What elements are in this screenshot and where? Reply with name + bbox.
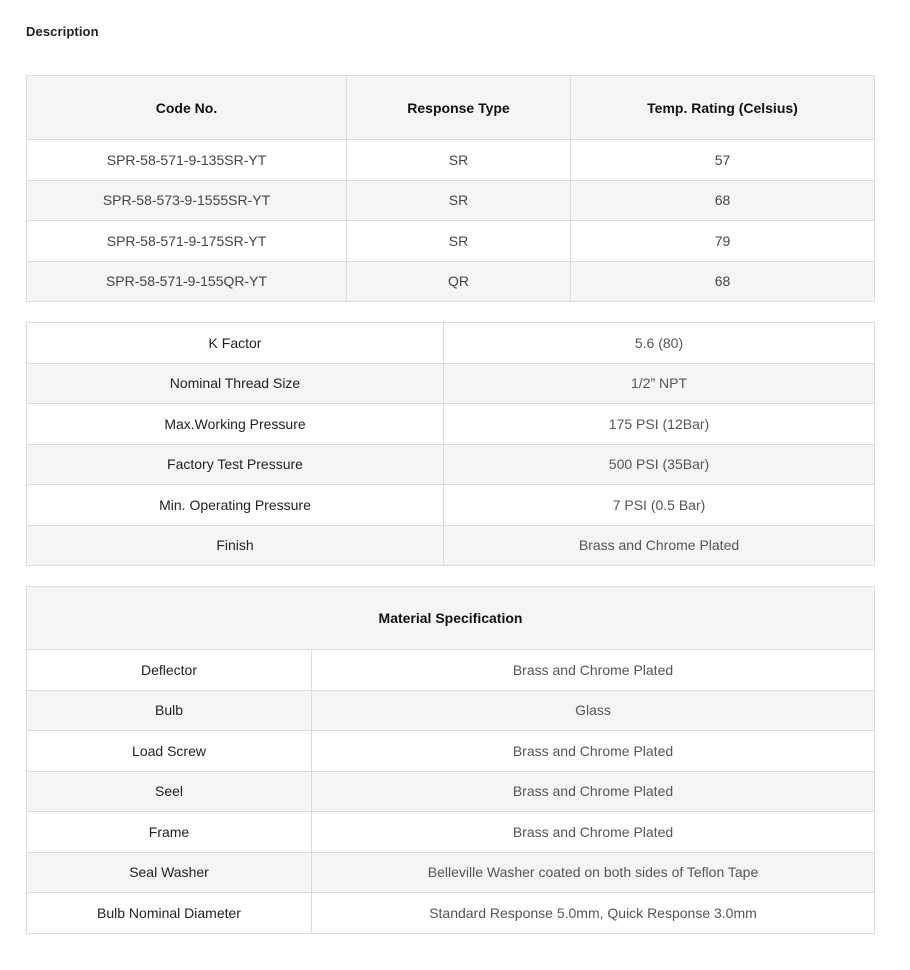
temp-rating-cell: 68 (571, 180, 875, 221)
material-label: Frame (27, 812, 312, 853)
code-cell: SPR-58-571-9-135SR-YT (27, 140, 347, 181)
code-cell: SPR-58-571-9-155QR-YT (27, 261, 347, 302)
table-row (27, 221, 875, 262)
table-header-row (27, 587, 875, 650)
material-label: Load Screw (27, 731, 312, 772)
header-code-no: Code No. (27, 76, 347, 140)
table-row (27, 650, 875, 691)
description-title: Description (26, 24, 99, 39)
spec-label: Finish (27, 525, 444, 566)
temp-rating-cell: 68 (571, 261, 875, 302)
table-row (27, 485, 875, 526)
spec-value: Brass and Chrome Plated (444, 525, 875, 566)
specs-table (26, 322, 875, 566)
table-row (27, 444, 875, 485)
response-type-cell: QR (347, 261, 571, 302)
table-row (27, 852, 875, 893)
table-row (27, 323, 875, 364)
table-row (27, 261, 875, 302)
spec-value: 500 PSI (35Bar) (444, 444, 875, 485)
response-type-cell: SR (347, 221, 571, 262)
code-table (26, 75, 875, 302)
spec-value: 1/2” NPT (444, 363, 875, 404)
material-label: Seel (27, 771, 312, 812)
spec-label: K Factor (27, 323, 444, 364)
table-row (27, 140, 875, 181)
response-type-cell: SR (347, 180, 571, 221)
spec-label: Factory Test Pressure (27, 444, 444, 485)
table-row (27, 180, 875, 221)
material-spec-title: Material Specification (27, 587, 875, 650)
material-table (26, 586, 875, 934)
material-value: Standard Response 5.0mm, Quick Response 3.0mm (312, 893, 875, 934)
table-row (27, 893, 875, 934)
header-temp-rating: Temp. Rating (Celsius) (571, 76, 875, 140)
material-value: Brass and Chrome Plated (312, 650, 875, 691)
spec-label: Nominal Thread Size (27, 363, 444, 404)
table-row (27, 363, 875, 404)
code-cell: SPR-58-573-9-1555SR-YT (27, 180, 347, 221)
table-row (27, 731, 875, 772)
response-type-cell: SR (347, 140, 571, 181)
spec-value: 7 PSI (0.5 Bar) (444, 485, 875, 526)
table-header-row (27, 76, 875, 140)
material-label: Deflector (27, 650, 312, 691)
material-value: Brass and Chrome Plated (312, 731, 875, 772)
table-row (27, 771, 875, 812)
spec-value: 5.6 (80) (444, 323, 875, 364)
table-row (27, 690, 875, 731)
material-value: Glass (312, 690, 875, 731)
table-row (27, 404, 875, 445)
material-value: Brass and Chrome Plated (312, 812, 875, 853)
spec-label: Max.Working Pressure (27, 404, 444, 445)
spec-value: 175 PSI (12Bar) (444, 404, 875, 445)
temp-rating-cell: 79 (571, 221, 875, 262)
temp-rating-cell: 57 (571, 140, 875, 181)
table-row (27, 812, 875, 853)
material-label: Seal Washer (27, 852, 312, 893)
code-cell: SPR-58-571-9-175SR-YT (27, 221, 347, 262)
material-label: Bulb (27, 690, 312, 731)
material-value: Brass and Chrome Plated (312, 771, 875, 812)
table-row (27, 525, 875, 566)
material-value: Belleville Washer coated on both sides of Teflon Tape (312, 852, 875, 893)
spec-label: Min. Operating Pressure (27, 485, 444, 526)
material-label: Bulb Nominal Diameter (27, 893, 312, 934)
header-response-type: Response Type (347, 76, 571, 140)
